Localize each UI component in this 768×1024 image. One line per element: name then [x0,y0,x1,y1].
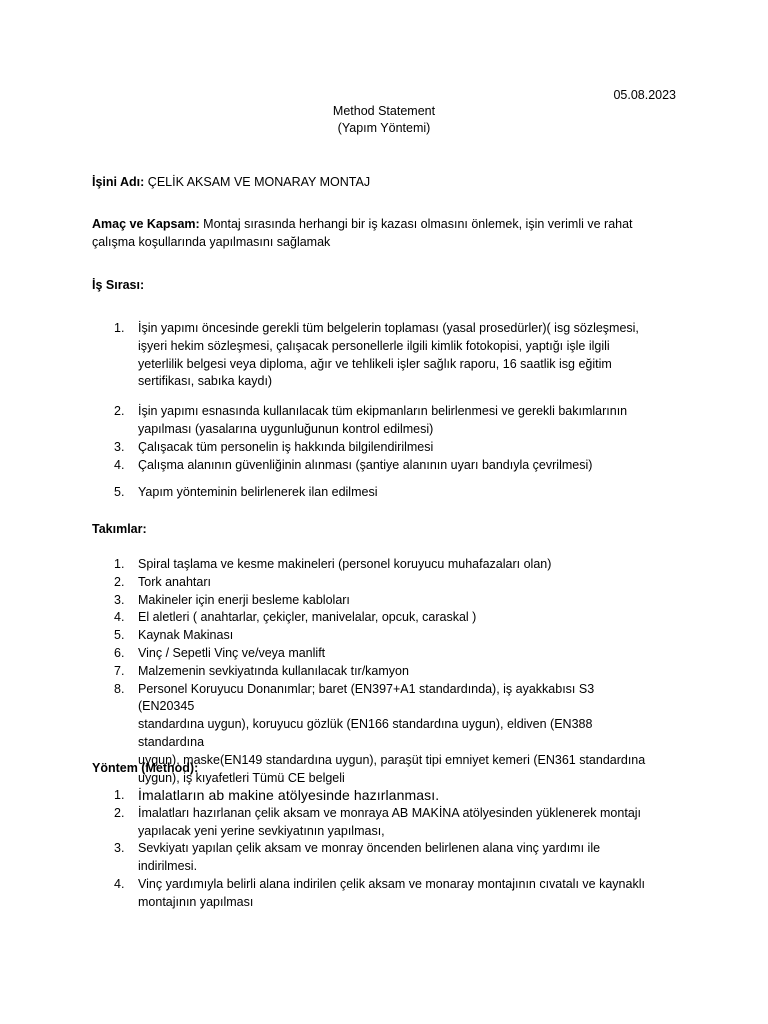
list-number: 1. [114,788,125,802]
list-item-line: Kaynak Makinası [138,628,234,643]
list-item [92,787,652,805]
document-date: 05.08.2023 [613,88,676,102]
method-list [92,787,652,912]
list-item [92,609,652,627]
list-item-line: yapılması (yasalarına uygunluğunun kontrol edilmesi) [138,421,434,436]
list-number: 4. [114,610,125,625]
list-item [92,556,652,574]
list-number: 3. [114,841,125,856]
list-item-line: Tork anahtarı [138,574,211,589]
list-number: 2. [114,805,125,820]
list-item [92,592,652,610]
list-item-line: Yapım yönteminin belirlenerek ilan edilmesi [138,485,378,500]
list-number: 7. [114,663,125,678]
list-item-line: indirilmesi. [138,859,198,874]
list-item-line: Malzemenin sevkiyatında kullanılacak tır/kamyon [138,663,409,678]
title-line-1: Method Statement [332,104,436,118]
list-item [92,457,652,475]
list-number: 2. [114,404,125,419]
list-item [92,840,652,876]
list-item-line: İşin yapımı esnasında kullanılacak tüm ekipmanların belirlenmesi ve gerekli bakımlarının [138,404,628,419]
scope-line-1: Montaj sırasında herhangi bir iş kazası olmasını önlemek, işin verimli ve rahat [199,217,633,231]
list-item-line: Spiral taşlama ve kesme makineleri (personel koruyucu muhafazaları olan) [138,557,552,571]
list-item [92,876,652,912]
tools-list [92,556,652,787]
list-item-line: Makineler için enerji besleme kabloları [138,592,350,607]
list-item-line: İşin yapımı öncesinde gerekli tüm belgelerin toplaması (yasal prosedürler)( isg sözleşmesi, [138,321,639,335]
list-number: 1. [114,321,125,335]
list-item [92,627,652,645]
work-order-heading: İş Sırası: [92,278,145,292]
list-item-line: uygun), iş kıyafetleri Tümü CE belgeli [138,770,345,785]
list-number: 8. [114,681,125,696]
list-item-line: sertifikası, sabıka kaydı) [138,374,273,389]
method-heading: Yöntem (Method): [92,761,199,775]
list-number: 2. [114,574,125,589]
list-number: 3. [114,592,125,607]
document-title [0,103,768,137]
list-item [92,403,652,439]
list-item-line: yeterlilik belgesi veya diploma, ağır ve tehlikeli işler sağlık raporu, 16 saatlik isg eğitim [138,356,612,371]
tools-heading: Takımlar: [92,522,147,536]
list-number: 5. [114,485,125,500]
list-item-line: İmalatları hazırlanan çelik aksam ve monraya AB MAKİNA atölyesinden yüklenerek montajı [138,805,642,820]
scope-line-2: çalışma koşullarında yapılmasını sağlamak [92,234,331,249]
list-number: 1. [114,557,125,571]
list-item-line: montajının yapılması [138,894,254,909]
list-item-line: İmalatların ab makine atölyesinde hazırlanması. [138,787,440,803]
list-number: 3. [114,439,125,454]
list-item-line: yapılacak yeni yerine sevkiyatının yapılması, [138,823,385,838]
title-line-2: (Yapım Yöntemi) [337,121,431,135]
list-item-line: Çalışacak tüm personelin iş hakkında bilgilendirilmesi [138,439,434,454]
list-number: 4. [114,876,125,891]
list-item-line: standardına uygun), koruyucu gözlük (EN166 standardına uygun), eldiven (EN388 standardına [138,717,593,749]
list-item [92,574,652,592]
list-item-line: Vinç / Sepetli Vinç ve/veya manlift [138,645,326,660]
list-item-line: Çalışma alanının güvenliğinin alınması (şantiye alanının uyarı bandıyla çevrilmesi) [138,457,593,472]
list-number: 4. [114,457,125,472]
work-order-list [92,320,652,502]
list-item [92,439,652,457]
list-item [92,663,652,681]
list-item [92,805,652,841]
list-number: 5. [114,628,125,643]
scope-label: Amaç ve Kapsam: [92,217,200,231]
list-item-line: Personel Koruyucu Donanımlar; baret (EN397+A1 standardında), iş ayakkabısı S3 (EN20345 [138,681,595,714]
job-name-field [92,174,652,192]
list-number: 6. [114,645,125,660]
list-item-line: El aletleri ( anahtarlar, çekiçler, manivelalar, opcuk, caraskal ) [138,610,477,625]
list-item [92,484,652,502]
list-item-line: uygun), maske(EN149 standardına uygun), paraşüt tipi emniyet kemeri (EN361 standardına [138,752,646,767]
scope-field [92,216,652,252]
job-name-label: İşini Adı: [92,175,145,189]
job-name-value: ÇELİK AKSAM VE MONARAY MONTAJ [144,175,371,189]
list-item-line: işyeri hekim sözleşmesi, çalışacak personellerle ilgili kimlik fotokopisi, yaptığı işle ilgili [138,338,610,353]
list-item-line: Sevkiyatı yapılan çelik aksam ve monray öncenden belirlenen alana vinç yardımı ile [138,841,601,856]
list-item-line: Vinç yardımıyla belirli alana indirilen çelik aksam ve monaray montajının cıvatalı ve kaynaklı [138,876,645,891]
list-item [92,645,652,663]
list-item [92,320,652,391]
